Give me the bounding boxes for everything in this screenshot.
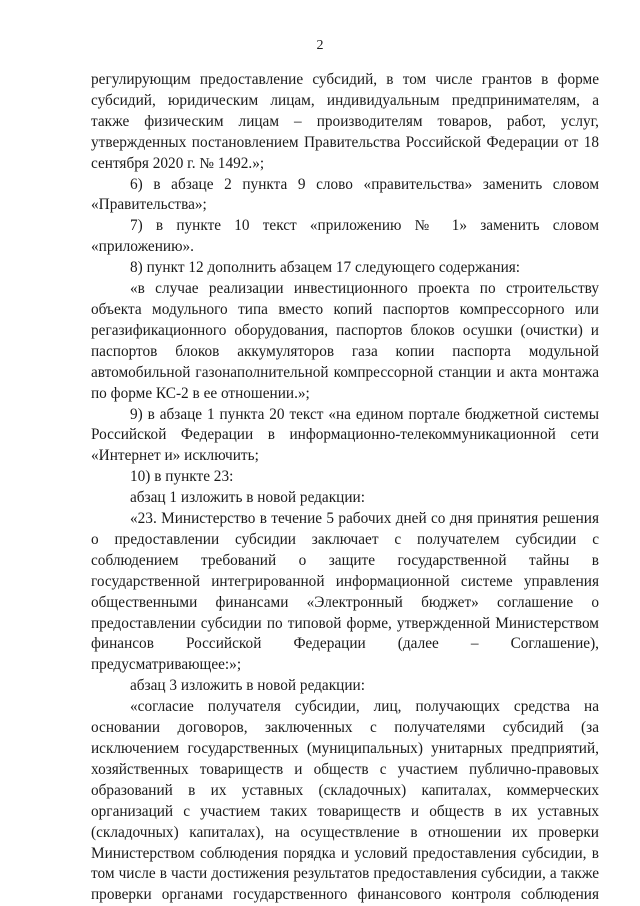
paragraph-quote-consent: «согласие получателя субсидии, лиц, получающих средства на основании договоров, заключенных с получателями субсидий (за исключением государственных (муниципальных) унитарных предприятий, хозяйственных товариществ и обществ с участием публично-правовых образований в их уставных (складочных) капиталах, коммерческих организаций с участием таких товариществ и обществ в их уставных (складочных) капиталах), на осуществление в отношении их проверки Министерством соблюдения порядка и условий предоставления субсидии, в том числе в части достижения результатов предоставления субсидии, а также проверки органами государственного финансового контроля соблюдения (91, 698, 599, 904)
paragraph-item-9: 9) в абзаце 1 пункта 20 текст «на едином портале бюджетной системы Российской Федерации в информационно-телекоммуникационной сети «Интернет и» исключить; (91, 405, 599, 465)
paragraph-abzac-1: абзац 1 изложить в новой редакции: (130, 489, 365, 507)
paragraph-item-6: 6) в абзаце 2 пункта 9 слово «правительства» заменить словом «Правительства»; (91, 175, 599, 214)
paragraph-quote-item-8: «в случае реализации инвестиционного проекта по строительству объекта модульного типа вместо копий паспортов компрессорного или регазификационного оборудования, паспортов блоков осушки (очистки) и паспортов блоков аккумуляторов газа копии паспорта модульной автомобильной газонаполнительной компрессорной станции и акта монтажа по форме КС-2 в ее отношении.»; (91, 280, 599, 402)
paragraph-item-8: 8) пункт 12 дополнить абзацем 17 следующего содержания: (130, 259, 521, 277)
paragraph-continuation: регулирующим предоставление субсидий, в том числе грантов в форме субсидий, юридическим лицам, индивидуальным предпринимателям, а также физическим лицам – производителям товаров, работ, услуг, утвержденных постановлением Правительства Российской Федерации от 18 сентября 2020 г. № 1492.»; (91, 71, 599, 172)
page-number: 2 (316, 38, 324, 53)
paragraph-quote-item-23: «23. Министерство в течение 5 рабочих дней со дня принятия решения о предоставлении субсидии заключает с получателем субсидии с соблюдением требований о защите государственной тайны в государственной интегрированной информационной системе управления общественными финансами «Электронный бюджет» соглашение о предоставлении субсидии по типовой форме, утвержденной Министерством финансов Российской Федерации (далее – Соглашение), предусматривающее:»; (91, 510, 599, 674)
paragraph-item-7: 7) в пункте 10 текст «приложению № 1» заменить словом «приложению». (91, 217, 599, 256)
paragraph-item-10: 10) в пункте 23: (130, 468, 234, 486)
paragraph-abzac-3: абзац 3 изложить в новой редакции: (130, 677, 365, 695)
document-body (91, 70, 599, 906)
